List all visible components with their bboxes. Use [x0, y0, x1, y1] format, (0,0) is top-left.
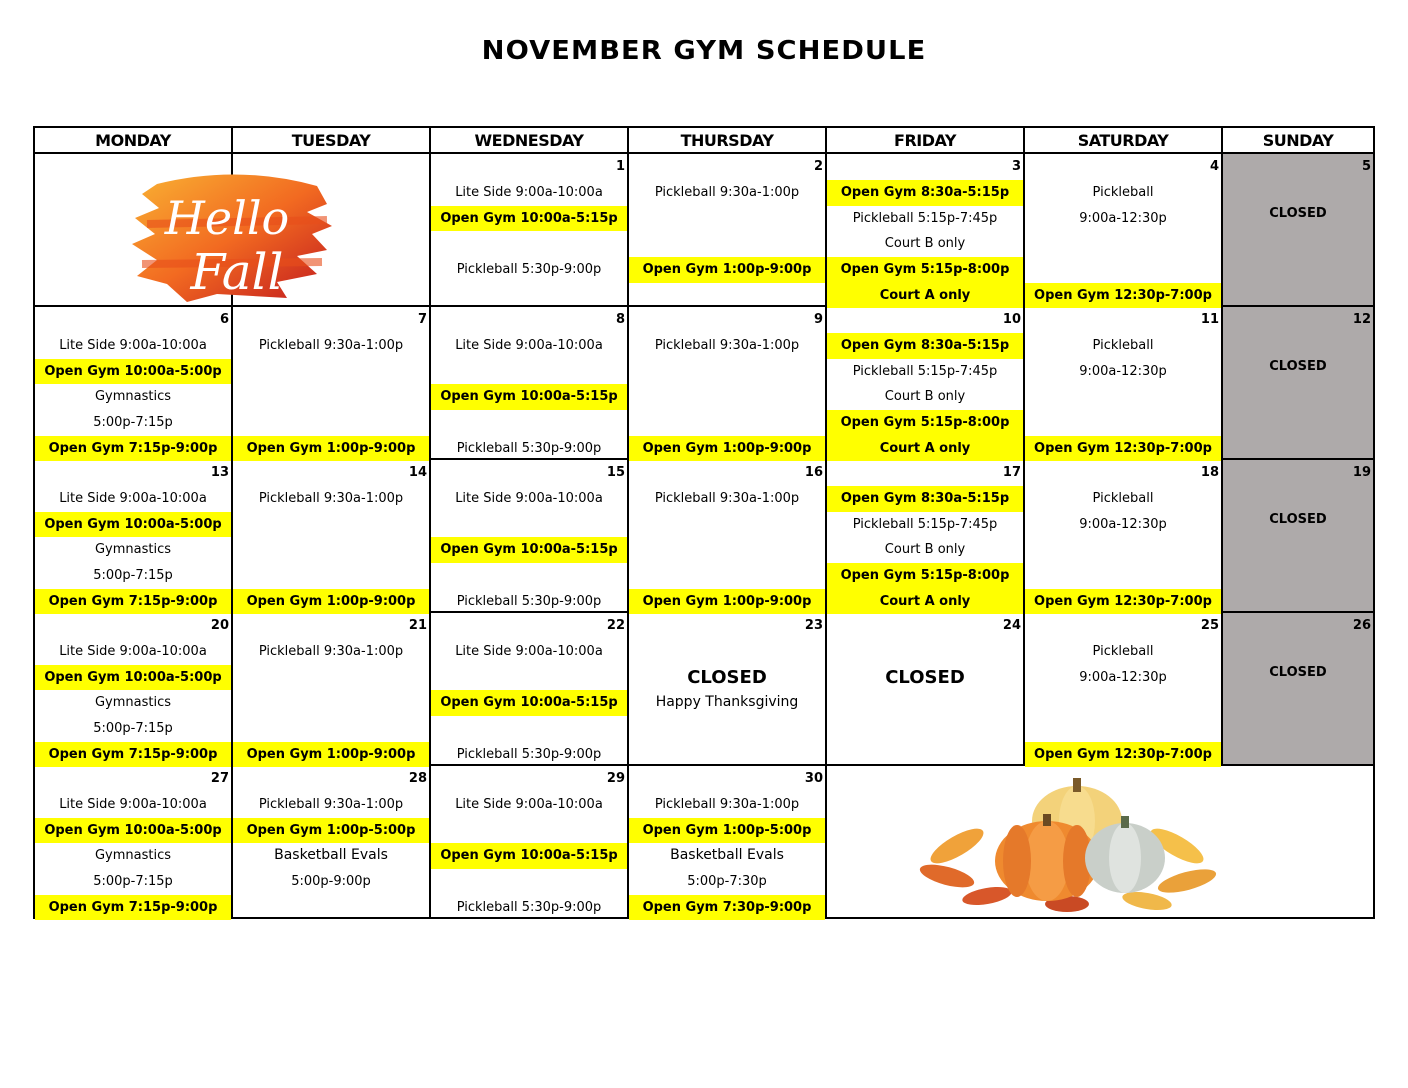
event-line: Happy Thanksgiving [655, 694, 799, 711]
day-number: 10 [1002, 312, 1021, 327]
day-cell [1222, 612, 1374, 765]
event-line: Court B only [884, 389, 966, 405]
highlighted-event: Open Gym 1:00p-9:00p [629, 257, 825, 283]
day-cell-content [1223, 460, 1373, 611]
day-cell [826, 306, 1024, 459]
highlighted-event: Open Gym 8:30a-5:15p [827, 180, 1023, 206]
highlighted-event: Open Gym 7:15p-9:00p [35, 742, 231, 768]
event-line: Pickleball 5:30p-9:00p [456, 593, 602, 609]
event-line [431, 512, 627, 538]
highlighted-event: Court A only [827, 589, 1023, 615]
weekday-header: SUNDAY [1222, 127, 1374, 153]
day-cell [430, 306, 628, 459]
highlighted-event: Open Gym 7:15p-9:00p [35, 589, 231, 615]
event-line [233, 716, 429, 742]
day-cell [34, 459, 232, 612]
day-cell-content [431, 307, 627, 458]
event-line: Pickleball 5:15p-7:45p [852, 516, 998, 532]
day-cell [628, 306, 826, 459]
highlighted-event: Open Gym 5:15p-8:00p [827, 410, 1023, 436]
highlighted-event: Open Gym 1:00p-9:00p [233, 742, 429, 768]
day-number: 26 [1352, 618, 1371, 633]
day-number: 14 [408, 465, 427, 480]
event-line [233, 512, 429, 538]
day-number: 16 [804, 465, 823, 480]
day-number: 25 [1200, 618, 1219, 633]
event-line: Pickleball [1092, 338, 1154, 353]
day-number: 8 [615, 312, 625, 327]
event-line: Pickleball 5:30p-9:00p [456, 440, 602, 456]
day-cell [430, 765, 628, 918]
highlighted-event: Open Gym 10:00a-5:15p [431, 206, 627, 232]
week-row [34, 306, 1374, 459]
weekday-header-row [34, 127, 1374, 153]
weekday-header: SATURDAY [1024, 127, 1222, 153]
day-cell-content [233, 766, 429, 917]
event-line [1025, 690, 1221, 716]
event-line: Pickleball [1092, 185, 1154, 200]
event-line [1025, 563, 1221, 589]
weekday-header: MONDAY [34, 127, 232, 153]
day-cell-content [1025, 460, 1221, 611]
highlighted-event: Open Gym 7:30p-9:00p [629, 895, 825, 921]
event-line: 5:00p-7:15p [93, 721, 173, 737]
day-cell-content [629, 307, 825, 458]
day-number: 6 [219, 312, 229, 327]
event-line [1025, 410, 1221, 436]
event-line: Pickleball 5:30p-9:00p [456, 262, 602, 278]
event-line: Pickleball 9:30a-1:00p [654, 338, 800, 353]
day-cell [1024, 459, 1222, 612]
day-cell-content [35, 613, 231, 764]
event-line [629, 231, 825, 257]
day-cell-content [629, 460, 825, 611]
event-line: Basketball Evals [670, 847, 784, 864]
day-number: 27 [210, 771, 229, 786]
day-number: 22 [606, 618, 625, 633]
day-cell-content [629, 766, 825, 917]
event-line [1025, 384, 1221, 410]
highlighted-event: Open Gym 12:30p-7:00p [1025, 436, 1221, 462]
event-line: Gymnastics [94, 695, 172, 711]
highlighted-event: Open Gym 10:00a-5:15p [431, 843, 627, 869]
event-line [233, 410, 429, 436]
day-cell-content [233, 613, 429, 764]
event-line: Lite Side 9:00a-10:00a [455, 644, 603, 659]
day-cell [1024, 153, 1222, 306]
event-line: Pickleball 9:30a-1:00p [654, 185, 800, 200]
event-line [1025, 257, 1221, 283]
day-cell-content [827, 154, 1023, 305]
day-cell-content [827, 307, 1023, 458]
highlighted-event: Open Gym 1:00p-5:00p [233, 818, 429, 844]
event-line: Gymnastics [94, 389, 172, 405]
event-line [233, 690, 429, 716]
day-number: 4 [1209, 159, 1219, 174]
day-cell [628, 153, 826, 306]
event-line: Pickleball 9:30a-1:00p [654, 491, 800, 506]
highlighted-event: Open Gym 12:30p-7:00p [1025, 283, 1221, 309]
highlighted-event: Open Gym 5:15p-8:00p [827, 563, 1023, 589]
event-line: 5:00p-7:15p [93, 874, 173, 890]
event-line [1025, 537, 1221, 563]
day-cell [1222, 306, 1374, 459]
day-number: 18 [1200, 465, 1219, 480]
highlighted-event: Open Gym 12:30p-7:00p [1025, 589, 1221, 615]
closed-label: CLOSED [1269, 206, 1327, 221]
highlighted-event: Open Gym 10:00a-5:15p [431, 690, 627, 716]
event-line: 5:00p-7:30p [687, 874, 767, 890]
day-number: 13 [210, 465, 229, 480]
day-number: 24 [1002, 618, 1021, 633]
day-cell-content [827, 766, 1373, 917]
event-line [233, 384, 429, 410]
day-cell [1222, 459, 1374, 612]
event-line [431, 716, 627, 742]
event-line: Gymnastics [94, 848, 172, 864]
event-line: Lite Side 9:00a-10:00a [455, 185, 603, 200]
event-line: Lite Side 9:00a-10:00a [59, 491, 207, 506]
day-number: 30 [804, 771, 823, 786]
event-line: Lite Side 9:00a-10:00a [455, 338, 603, 353]
event-line [431, 869, 627, 895]
day-cell-content [1025, 154, 1221, 305]
event-line [629, 639, 825, 665]
highlighted-event: Open Gym 1:00p-5:00p [629, 818, 825, 844]
day-number: 17 [1002, 465, 1021, 480]
event-line [629, 384, 825, 410]
day-cell-content [1025, 307, 1221, 458]
event-line [431, 665, 627, 691]
week-row [34, 612, 1374, 765]
day-cell [34, 612, 232, 765]
day-cell-content [1223, 307, 1373, 458]
day-cell-content [233, 154, 429, 305]
event-line [431, 563, 627, 589]
closed-label: CLOSED [885, 666, 965, 688]
day-cell [34, 153, 290, 306]
pumpkins-image [917, 776, 1217, 916]
day-cell-content [35, 307, 231, 458]
day-cell-content [431, 613, 627, 764]
event-line: Court B only [884, 542, 966, 558]
hello-text: Hello [164, 191, 290, 245]
event-line: Lite Side 9:00a-10:00a [59, 797, 207, 812]
day-cell [1024, 612, 1222, 765]
highlighted-event: Open Gym 1:00p-9:00p [233, 589, 429, 615]
event-line: 5:00p-7:15p [93, 415, 173, 431]
event-line: Pickleball 9:30a-1:00p [258, 644, 404, 659]
day-cell-content [431, 154, 627, 305]
event-line: 9:00a-12:30p [1079, 516, 1167, 532]
event-line: Lite Side 9:00a-10:00a [59, 644, 207, 659]
day-cell-content [1223, 613, 1373, 764]
event-line: Court B only [884, 236, 966, 252]
calendar-table [33, 126, 1375, 919]
day-number: 28 [408, 771, 427, 786]
day-cell-content [827, 613, 1023, 764]
event-line: Basketball Evals [274, 847, 388, 864]
event-line: Pickleball [1092, 491, 1154, 506]
highlighted-event: Open Gym 8:30a-5:15p [827, 333, 1023, 359]
day-number: 3 [1011, 159, 1021, 174]
day-cell [232, 765, 430, 918]
highlighted-event: Open Gym 7:15p-9:00p [35, 436, 231, 462]
event-line: Pickleball 5:15p-7:45p [852, 363, 998, 379]
event-line [629, 359, 825, 385]
highlighted-event: Court A only [827, 436, 1023, 462]
day-cell [628, 612, 826, 765]
day-cell-content [35, 766, 231, 917]
event-line [233, 665, 429, 691]
day-number: 20 [210, 618, 229, 633]
day-number: 21 [408, 618, 427, 633]
highlighted-event: Open Gym 7:15p-9:00p [35, 895, 231, 921]
event-line [1025, 716, 1221, 742]
day-cell-content [629, 154, 825, 305]
event-line: Pickleball 5:30p-9:00p [456, 899, 602, 915]
event-line [233, 359, 429, 385]
event-line: 9:00a-12:30p [1079, 669, 1167, 685]
day-number: 19 [1352, 465, 1371, 480]
day-cell [1024, 306, 1222, 459]
event-line: Pickleball 9:30a-1:00p [258, 797, 404, 812]
closed-label: CLOSED [1269, 512, 1327, 527]
day-cell [430, 612, 628, 765]
day-number: 12 [1352, 312, 1371, 327]
event-line: Lite Side 9:00a-10:00a [59, 338, 207, 353]
event-line [431, 410, 627, 436]
day-cell [826, 153, 1024, 306]
day-cell-content [233, 460, 429, 611]
event-line: Pickleball 5:30p-9:00p [456, 746, 602, 762]
event-line: 9:00a-12:30p [1079, 363, 1167, 379]
day-number: 2 [813, 159, 823, 174]
page-title: NOVEMBER GYM SCHEDULE [481, 36, 927, 66]
event-line [431, 818, 627, 844]
day-cell [628, 459, 826, 612]
day-cell-content [1025, 613, 1221, 764]
highlighted-event: Open Gym 10:00a-5:15p [431, 384, 627, 410]
day-cell [1222, 153, 1374, 306]
event-line [233, 537, 429, 563]
fall-text: Fall [190, 243, 284, 301]
day-number: 9 [813, 312, 823, 327]
event-line [629, 563, 825, 589]
highlighted-event: Open Gym 8:30a-5:15p [827, 486, 1023, 512]
event-line: 9:00a-12:30p [1079, 210, 1167, 226]
highlighted-event: Open Gym 5:15p-8:00p [827, 257, 1023, 283]
day-cell [826, 459, 1024, 612]
event-line [629, 537, 825, 563]
event-line [827, 639, 1023, 665]
event-line: Pickleball 9:30a-1:00p [258, 338, 404, 353]
event-line: Pickleball 5:15p-7:45p [852, 210, 998, 226]
highlighted-event: Open Gym 12:30p-7:00p [1025, 742, 1221, 768]
day-number: 29 [606, 771, 625, 786]
event-line: Pickleball 9:30a-1:00p [258, 491, 404, 506]
weekday-header: TUESDAY [232, 127, 430, 153]
day-cell-content [431, 460, 627, 611]
week-row [34, 765, 1374, 918]
weekday-header: WEDNESDAY [430, 127, 628, 153]
weekday-header: FRIDAY [826, 127, 1024, 153]
highlighted-event: Open Gym 10:00a-5:00p [35, 665, 231, 691]
highlighted-event: Open Gym 10:00a-5:15p [431, 537, 627, 563]
day-cell [826, 765, 1374, 918]
day-number: 23 [804, 618, 823, 633]
day-cell-content [431, 766, 627, 917]
day-cell-content [233, 307, 429, 458]
highlighted-event: Court A only [827, 283, 1023, 309]
day-cell-content [35, 154, 290, 305]
week-row [34, 459, 1374, 612]
event-line: 5:00p-9:00p [291, 874, 371, 890]
day-number: 1 [615, 159, 625, 174]
day-cell [826, 612, 1024, 765]
day-cell [232, 153, 430, 306]
event-line: Lite Side 9:00a-10:00a [455, 491, 603, 506]
day-cell [232, 306, 430, 459]
event-line: Lite Side 9:00a-10:00a [455, 797, 603, 812]
week-row [34, 153, 1374, 306]
day-number: 11 [1200, 312, 1219, 327]
event-line: Gymnastics [94, 542, 172, 558]
highlighted-event: Open Gym 1:00p-9:00p [629, 436, 825, 462]
day-cell [34, 765, 232, 918]
day-cell-content [1223, 154, 1373, 305]
day-cell [232, 612, 430, 765]
day-cell [628, 765, 826, 918]
weekday-header: THURSDAY [628, 127, 826, 153]
day-cell [430, 153, 628, 306]
highlighted-event: Open Gym 10:00a-5:00p [35, 512, 231, 538]
closed-label: CLOSED [1269, 665, 1327, 680]
highlighted-event: Open Gym 10:00a-5:00p [35, 359, 231, 385]
day-number: 5 [1361, 159, 1371, 174]
event-line [629, 206, 825, 232]
event-line: 5:00p-7:15p [93, 568, 173, 584]
day-cell-content [827, 460, 1023, 611]
day-cell [34, 306, 232, 459]
event-line [629, 512, 825, 538]
day-cell [430, 459, 628, 612]
event-line: Pickleball [1092, 644, 1154, 659]
day-cell [232, 459, 430, 612]
event-line: Pickleball 9:30a-1:00p [654, 797, 800, 812]
event-line [431, 359, 627, 385]
highlighted-event: Open Gym 10:00a-5:00p [35, 818, 231, 844]
day-cell-content [35, 460, 231, 611]
highlighted-event: Open Gym 1:00p-9:00p [233, 436, 429, 462]
closed-label: CLOSED [1269, 359, 1327, 374]
closed-label: CLOSED [687, 666, 767, 688]
event-line [1025, 231, 1221, 257]
day-cell-content [629, 613, 825, 764]
event-line [233, 563, 429, 589]
day-number: 15 [606, 465, 625, 480]
event-line [629, 410, 825, 436]
day-number: 7 [417, 312, 427, 327]
event-line [431, 231, 627, 257]
highlighted-event: Open Gym 1:00p-9:00p [629, 589, 825, 615]
